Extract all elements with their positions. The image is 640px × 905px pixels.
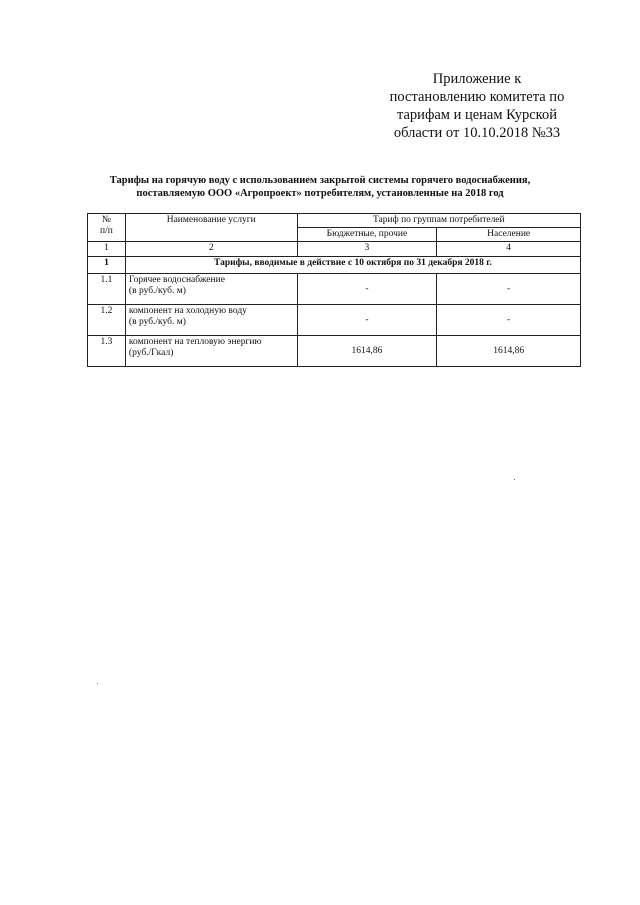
row-population-value: 1614,86 [437, 336, 581, 367]
scan-speck [97, 683, 98, 684]
title-line: поставляемую ООО «Агропроект» потребителям, установленные на 2018 год [136, 188, 504, 199]
tariff-table [87, 213, 581, 367]
row-budget-value: 1614,86 [297, 336, 437, 367]
header-population: Население [437, 228, 581, 242]
appendix-note [372, 70, 582, 142]
table-header-row [88, 214, 581, 228]
header-num-symbol: № [101, 215, 111, 225]
appendix-line: тарифам и ценам Курской [396, 107, 557, 123]
appendix-line: области от 10.10.2018 №33 [393, 125, 561, 141]
section-row [88, 257, 581, 274]
column-number: 1 [88, 242, 126, 257]
header-budget: Бюджетные, прочие [297, 228, 437, 242]
section-label: Тарифы, вводимые в действие с 10 октября по 31 декабря 2018 г. [125, 257, 580, 274]
row-service-name: Горячее водоснабжение [128, 275, 225, 285]
table-row [88, 336, 581, 367]
row-population-value: - [437, 274, 581, 305]
row-service-unit: (в руб./куб. м) [128, 286, 186, 296]
row-num: 1.3 [88, 336, 126, 367]
row-service [125, 336, 297, 367]
row-population-value: - [437, 305, 581, 336]
appendix-line: постановлению комитета по [389, 89, 565, 105]
scan-speck [514, 479, 515, 480]
document-title [60, 174, 580, 200]
header-service: Наименование услуги [125, 214, 297, 242]
column-number: 3 [297, 242, 437, 257]
row-num: 1.2 [88, 305, 126, 336]
row-service-name: компонент на тепловую энергию [128, 337, 262, 347]
row-budget-value: - [297, 274, 437, 305]
row-service [125, 305, 297, 336]
title-line: Тарифы на горячую воду с использованием закрытой системы горячего водоснабжения, [109, 175, 531, 186]
header-num-abbr: п/п [100, 226, 113, 236]
row-budget-value: - [297, 305, 437, 336]
header-tariff-group: Тариф по группам потребителей [297, 214, 580, 228]
column-number: 4 [437, 242, 581, 257]
table-row [88, 305, 581, 336]
column-number-row [88, 242, 581, 257]
row-service [125, 274, 297, 305]
row-service-name: компонент на холодную воду [128, 306, 247, 316]
row-service-unit: (в руб./куб. м) [128, 317, 186, 327]
section-num: 1 [88, 257, 126, 274]
row-num: 1.1 [88, 274, 126, 305]
column-number: 2 [125, 242, 297, 257]
header-num [88, 214, 126, 242]
table-row [88, 274, 581, 305]
row-service-unit: (руб./Гкал) [128, 348, 174, 358]
appendix-line: Приложение к [432, 71, 522, 87]
